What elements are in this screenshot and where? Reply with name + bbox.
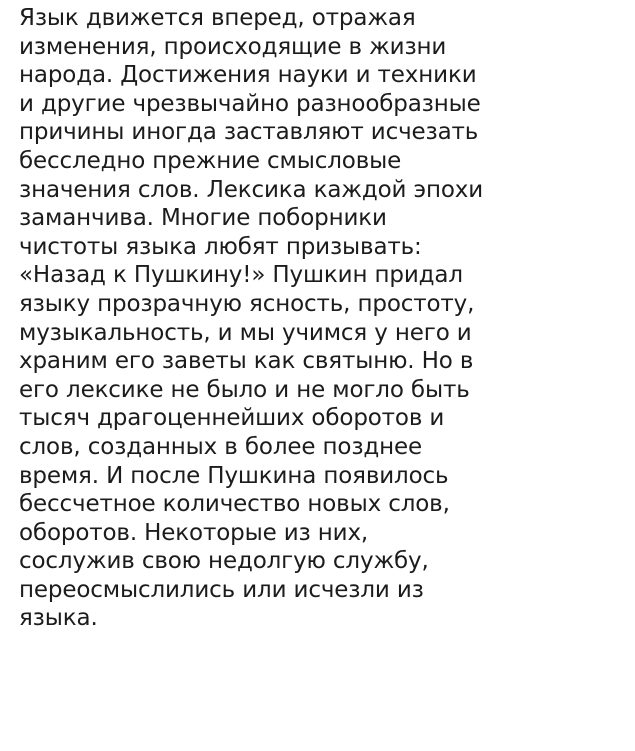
text-line: тысяч драгоценнейших оборотов и: [19, 405, 445, 432]
text-line: бесследно прежние смысловые: [19, 147, 402, 174]
text-line: значения слов. Лексика каждой эпохи: [19, 176, 484, 203]
text-line: время. И после Пушкина появилось: [19, 462, 449, 489]
text-line: сослужив свою недолгую службу,: [19, 548, 429, 575]
text-line: храним его заветы как святыню. Но в: [19, 348, 474, 375]
text-line: бессчетное количество новых слов,: [19, 491, 450, 518]
text-line: чистоты языка любят призывать:: [19, 233, 422, 260]
text-line: оборотов. Некоторые из них,: [19, 519, 369, 546]
text-line: Язык движется вперед, отражая: [19, 5, 416, 31]
text-line: слов, созданных в более позднее: [19, 433, 423, 460]
document-text: [19, 4, 631, 633]
text-line: музыкальность, и мы учимся у него и: [19, 319, 472, 346]
text-line: причины иногда заставляют исчезать: [19, 119, 479, 146]
text-line: языка.: [19, 605, 98, 632]
text-line: и другие чрезвычайно разнообразные: [19, 90, 481, 117]
text-line: народа. Достижения науки и техники: [19, 62, 477, 89]
text-line: заманчива. Многие поборники: [19, 205, 387, 232]
text-line: языку прозрачную ясность, простоту,: [19, 290, 475, 317]
text-line: изменения, происходящие в жизни: [19, 33, 447, 60]
text-line: «Назад к Пушкину!» Пушкин придал: [19, 262, 463, 289]
text-line: его лексике не было и не могло быть: [19, 376, 470, 403]
text-line: переосмыслились или исчезли из: [19, 576, 424, 603]
